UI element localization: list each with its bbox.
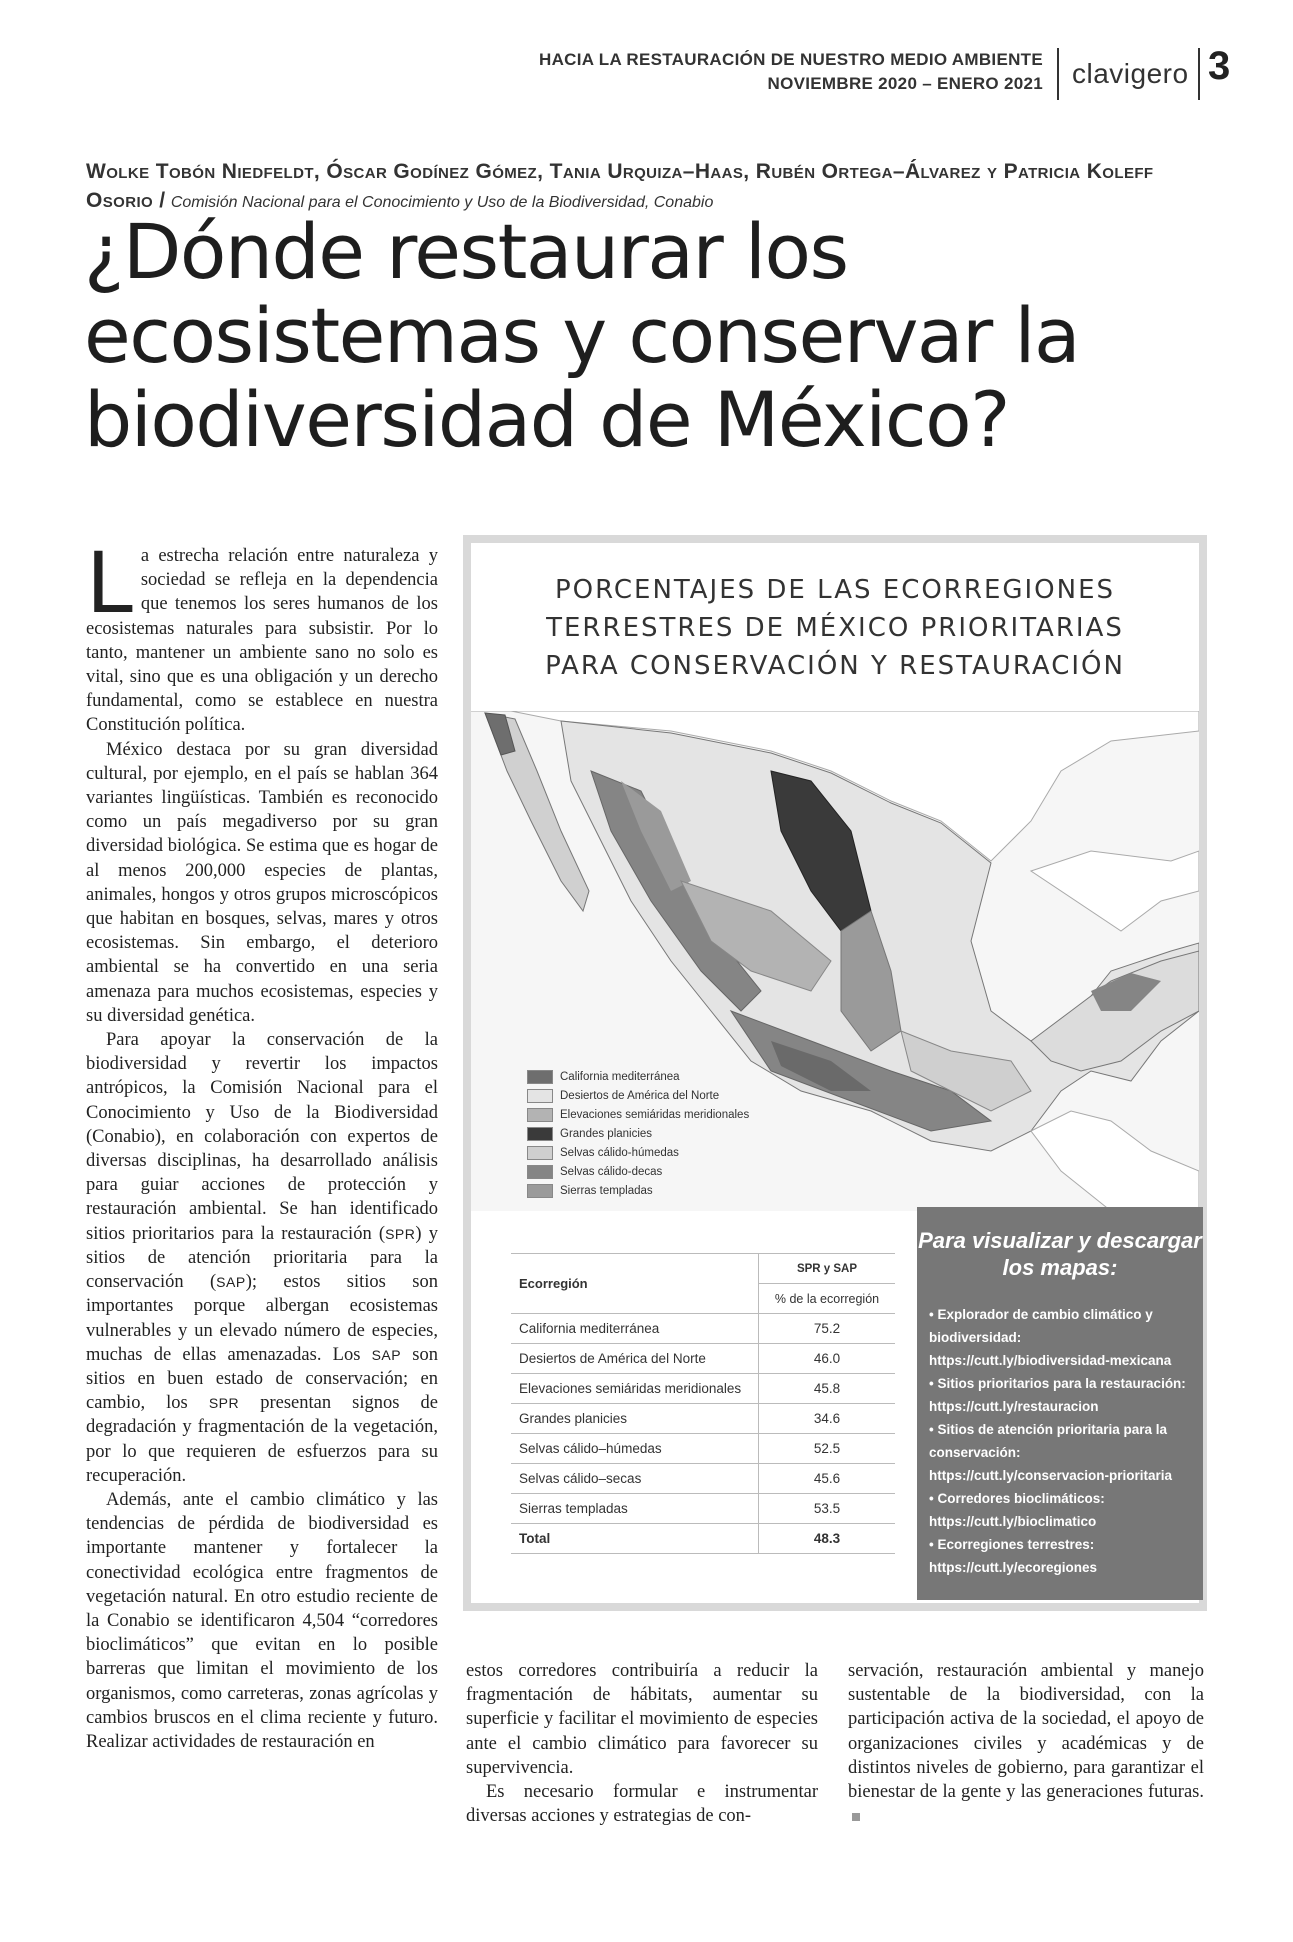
abbr-sap: SAP xyxy=(216,1274,246,1291)
text-run: ); estos sitios son importantes porque albergan ecosistemas vulnerables y un elevado número de especies, muchas de ellas amenazadas. Los xyxy=(86,1272,438,1365)
article-column-3 xyxy=(848,1659,1204,1828)
link-item[interactable]: • Explorador de cambio climático y biodiversidad: https://cutt.ly/biodiversidad-mexicana xyxy=(929,1307,1172,1368)
legend-swatch xyxy=(527,1070,553,1084)
ecoregion-percent: 46.0 xyxy=(759,1344,896,1374)
figure-box xyxy=(463,535,1207,1611)
text-run: son sitios en buen estado de conservación; en cambio, los xyxy=(86,1344,439,1414)
text-run: Para apoyar la conservación de la biodiversidad y revertir los impactos antrópicos, la Comisión Nacional para el Conocimiento y Uso de la Biodiversidad (Conabio), en colaboración con expertos de diversas disciplinas, ha desarrollado análisis para guiar acciones de protección y restauración ambiental. Se han identificado sitios prioritarios para la restauración ( xyxy=(86,1030,438,1244)
legend-item xyxy=(527,1181,749,1200)
legend-label: Desiertos de América del Norte xyxy=(560,1089,720,1102)
table-row xyxy=(511,1374,895,1404)
paragraph: México destaca por su gran diversidad cultural, por ejemplo, en el país se hablan 364 variantes lingüísticas. También es reconocido como un país megadiverso por su gran diversidad biológica. Se estima que es hogar de al menos 200,000 especies de plantas, animales, hongos y otros grupos microscópicos que habitan en bosques, selvas, mares y otros ecosistemas. Sin embargo, el deterioro ambiental se ha convertido en una seria amenaza para muchos ecosistemas, especies y su diversidad genética. xyxy=(86,739,438,1026)
legend-swatch xyxy=(527,1089,553,1103)
paragraph: Además, ante el cambio climático y las tendencias de pérdida de biodiversidad es importante mantener y fortalecer la conectividad ecológica entre fragmentos de vegetación natural. En otro estudio reciente de la Conabio se identificaron 4,504 “corredores bioclimáticos” que evitan en lo posible barreras que limitan el movimiento de los organismos, como carreteras, zonas agrícolas y cambios bruscos en el clima reciente y futuro. Realizar actividades de restauración en xyxy=(86,1489,438,1752)
paragraph: estos corredores contribuiría a reducir la fragmentación de hábitats, aumentar su superficie y facilitar el movimiento de especies ante el cambio climático para favorecer su supervivencia. xyxy=(466,1661,818,1778)
ecoregion-percent: 52.5 xyxy=(759,1434,896,1464)
ecoregion-name: Sierras templadas xyxy=(511,1494,759,1524)
legend-swatch xyxy=(527,1108,553,1122)
paragraph-text: a estrecha relación entre naturaleza y sociedad se refleja en la dependencia que tenemos los seres humanos de los ecosistemas naturales para subsistir. Por lo tanto, mantener un ambiente sano no solo es vital, sino que es una obligación y un derecho fundamental, como se establece en nuestra Constitución política. xyxy=(86,546,438,736)
ecoregion-name: California mediterránea xyxy=(511,1314,759,1344)
legend-swatch xyxy=(527,1146,553,1160)
author-names: Wolke Tobón Niedfeldt, Óscar Godínez Gómez, Tania Urquiza–Haas, Rubén Ortega–Álvarez y Patricia Koleff Osorio / xyxy=(86,160,1154,212)
legend-item xyxy=(527,1124,749,1143)
table-row xyxy=(511,1404,895,1434)
header-divider xyxy=(1057,48,1059,100)
legend-label: Selvas cálido-húmedas xyxy=(560,1146,679,1159)
abbr-spr: SPR xyxy=(385,1225,416,1242)
ecoregion-percent: 53.5 xyxy=(759,1494,896,1524)
links-title: Para visualizar y descargar los mapas: xyxy=(918,1228,1202,1280)
link-item[interactable]: • Corredores bioclimáticos: https://cutt.ly/bioclimatico xyxy=(929,1491,1105,1529)
table-header-ecoregion: Ecorregión xyxy=(511,1254,759,1314)
drop-cap: L xyxy=(86,534,133,632)
legend-label: California mediterránea xyxy=(560,1070,680,1083)
table-row xyxy=(511,1314,895,1344)
publication-brand: clavigero xyxy=(1072,58,1189,89)
legend-item xyxy=(527,1067,749,1086)
ecoregion-percent: 45.8 xyxy=(759,1374,896,1404)
abbr-sap: SAP xyxy=(371,1346,402,1363)
ecoregion-name: Selvas cálido–secas xyxy=(511,1464,759,1494)
running-header xyxy=(539,48,1043,96)
ecoregion-percent: 34.6 xyxy=(759,1404,896,1434)
author-affiliation: Comisión Nacional para el Conocimiento y Uso de la Biodiversidad, Conabio xyxy=(170,194,714,211)
legend-label: Elevaciones semiáridas meridionales xyxy=(560,1108,750,1121)
end-mark xyxy=(852,1813,860,1821)
map-legend xyxy=(527,1067,749,1200)
table-row xyxy=(511,1464,895,1494)
table-header-sites: SPR y SAP xyxy=(759,1254,896,1284)
paragraph xyxy=(86,534,438,738)
table-row xyxy=(511,1344,895,1374)
article-column-2 xyxy=(466,1659,818,1828)
link-item[interactable]: • Ecorregiones terrestres: https://cutt.ly/ecoregiones xyxy=(929,1537,1098,1575)
header-divider xyxy=(1198,48,1200,100)
paragraph-text: servación, restauración ambiental y manejo sustentable de la biodiversidad, con la participación activa de la sociedad, el apoyo de organizaciones civiles y académicas y de distintos niveles de gobierno, para garantizar el bienestar de la gente y las generaciones futuras. xyxy=(848,1661,1204,1803)
text-run: ) y sitios de atención prioritaria para la conservación ( xyxy=(86,1223,438,1293)
figure-panel xyxy=(471,543,1202,1603)
header-line-2: NOVIEMBRE 2020 – ENERO 2021 xyxy=(767,74,1043,93)
page-number: 3 xyxy=(1208,44,1231,88)
abbr-spr: SPR xyxy=(208,1395,240,1412)
total-value: 48.3 xyxy=(759,1524,896,1554)
legend-item xyxy=(527,1162,749,1181)
table-total-row xyxy=(511,1524,895,1554)
article-title: ¿Dónde restaurar los ecosistemas y conservar la biodiversidad de México? xyxy=(84,207,1080,464)
paragraph xyxy=(848,1659,1204,1828)
article-column-1 xyxy=(86,534,439,1754)
header-line-1: HACIA LA RESTAURACIÓN DE NUESTRO MEDIO AMBIENTE xyxy=(539,50,1043,69)
legend-swatch xyxy=(527,1127,553,1141)
paragraph xyxy=(86,1028,438,1488)
links-list xyxy=(929,1303,1191,1579)
table-row xyxy=(511,1434,895,1464)
legend-swatch xyxy=(527,1165,553,1179)
text-run: presentan signos de degradación y fragmentación de la vegetación, por lo que requieren de esfuerzos para su recuperación. xyxy=(86,1393,438,1486)
legend-label: Selvas cálido-decas xyxy=(560,1165,663,1178)
link-item[interactable]: • Sitios prioritarios para la restauración: https://cutt.ly/restauracion xyxy=(929,1376,1186,1414)
legend-item xyxy=(527,1143,749,1162)
ecoregion-percent: 45.6 xyxy=(759,1464,896,1494)
legend-swatch xyxy=(527,1184,553,1198)
paragraph: Es necesario formular e instrumentar diversas acciones y estrategias de con- xyxy=(466,1782,818,1827)
table-row xyxy=(511,1494,895,1524)
ecoregion-name: Desiertos de América del Norte xyxy=(511,1344,759,1374)
legend-label: Grandes planicies xyxy=(560,1127,653,1140)
table-header-percent: % de la ecorregión xyxy=(759,1284,896,1314)
ecoregion-name: Elevaciones semiáridas meridionales xyxy=(511,1374,759,1404)
ecoregion-percent: 75.2 xyxy=(759,1314,896,1344)
ecoregion-table xyxy=(511,1253,895,1554)
ecoregion-name: Selvas cálido–húmedas xyxy=(511,1434,759,1464)
map-links-box xyxy=(917,1207,1203,1600)
figure-title: PORCENTAJES DE LAS ECORREGIONES TERRESTRES DE MÉXICO PRIORITARIAS PARA CONSERVACIÓN Y RESTAURACIÓN xyxy=(545,575,1125,681)
ecoregion-name: Grandes planicies xyxy=(511,1404,759,1434)
legend-item xyxy=(527,1105,749,1124)
legend-label: Sierras templadas xyxy=(560,1184,653,1197)
total-label: Total xyxy=(511,1524,759,1554)
link-item[interactable]: • Sitios de atención prioritaria para la conservación: https://cutt.ly/conservacion-prioritaria xyxy=(929,1422,1173,1483)
legend-item xyxy=(527,1086,749,1105)
